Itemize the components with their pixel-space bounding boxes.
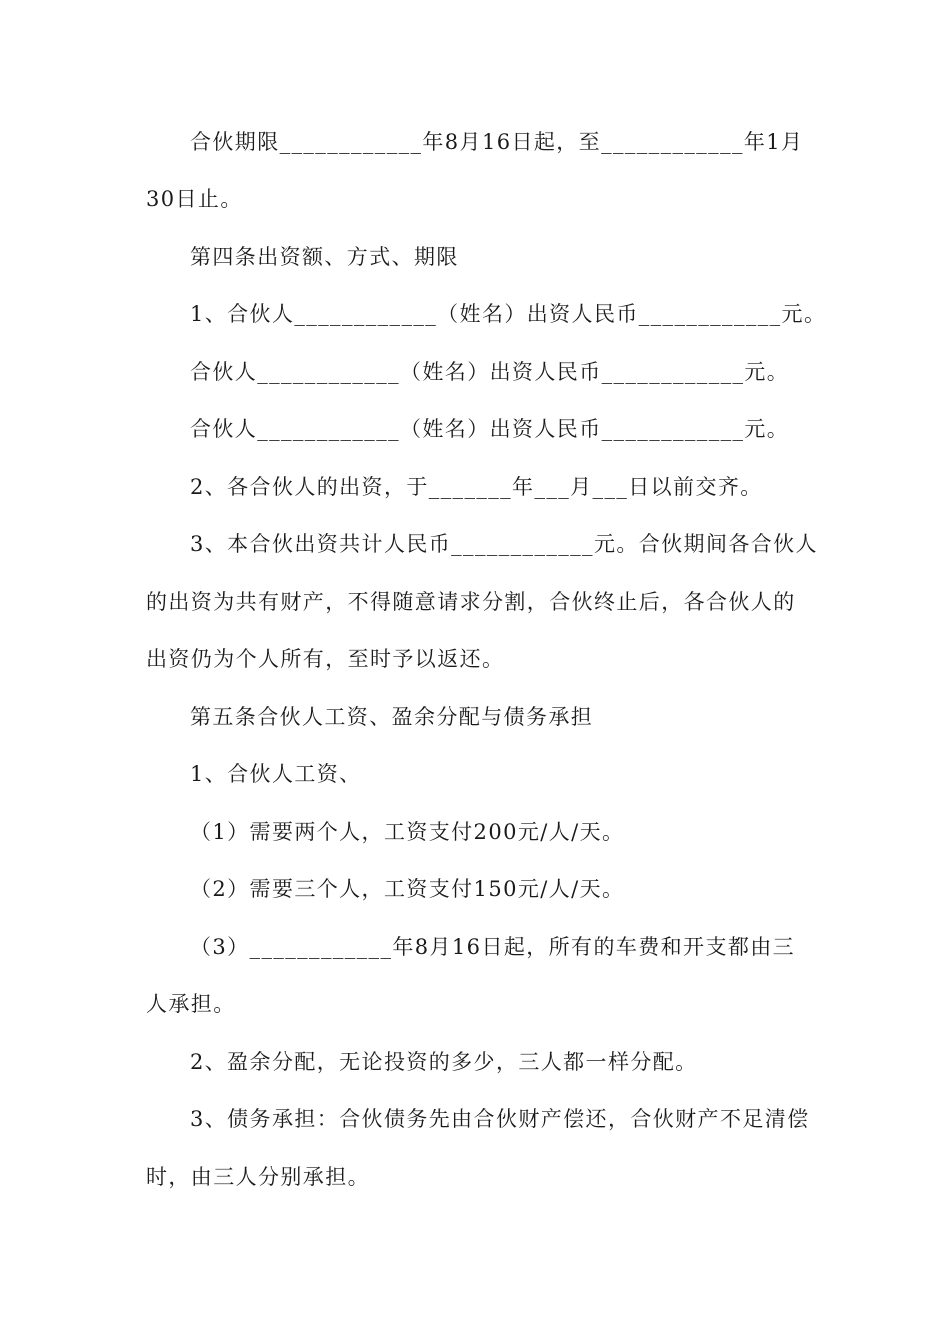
wage-item-1: （1）需要两个人，工资支付200元/人/天。 — [190, 820, 625, 844]
total-contribution-line-3: 出资仍为个人所有，至时予以返还。 — [146, 647, 505, 671]
surplus-distribution: 2、盈余分配，无论投资的多少，三人都一样分配。 — [190, 1050, 698, 1074]
article-5-heading: 第五条合伙人工资、盈余分配与债务承担 — [190, 705, 594, 729]
debt-bearing-line-2: 时，由三人分别承担。 — [146, 1165, 370, 1189]
total-contribution-line-1: 3、本合伙出资共计人民币____________元。合伙期间各合伙人 — [190, 532, 818, 556]
partner-wages-heading: 1、合伙人工资、 — [190, 762, 362, 786]
debt-bearing-line-1: 3、债务承担：合伙债务先由合伙财产偿还，合伙财产不足清偿 — [190, 1107, 810, 1131]
total-contribution-line-2: 的出资为共有财产，不得随意请求分割，合伙终止后，各合伙人的 — [146, 590, 796, 614]
wage-item-3-line-2: 人承担。 — [146, 992, 236, 1016]
article-4-heading: 第四条出资额、方式、期限 — [190, 245, 459, 269]
wage-item-2: （2）需要三个人，工资支付150元/人/天。 — [190, 877, 625, 901]
wage-item-3-line-1: （3）____________年8月16日起，所有的车费和开支都由三 — [190, 935, 796, 959]
partnership-term-line-2: 30日止。 — [146, 187, 243, 211]
partnership-term-line-1: 合伙期限____________年8月16日起，至____________年1月 — [190, 130, 804, 154]
contribution-partner-2: 合伙人____________（姓名）出资人民币____________元。 — [190, 360, 790, 384]
contribution-partner-3: 合伙人____________（姓名）出资人民币____________元。 — [190, 417, 790, 441]
contribution-deadline: 2、各合伙人的出资，于_______年___月___日以前交齐。 — [190, 475, 763, 499]
contribution-partner-1: 1、合伙人____________（姓名）出资人民币____________元。 — [190, 302, 827, 326]
